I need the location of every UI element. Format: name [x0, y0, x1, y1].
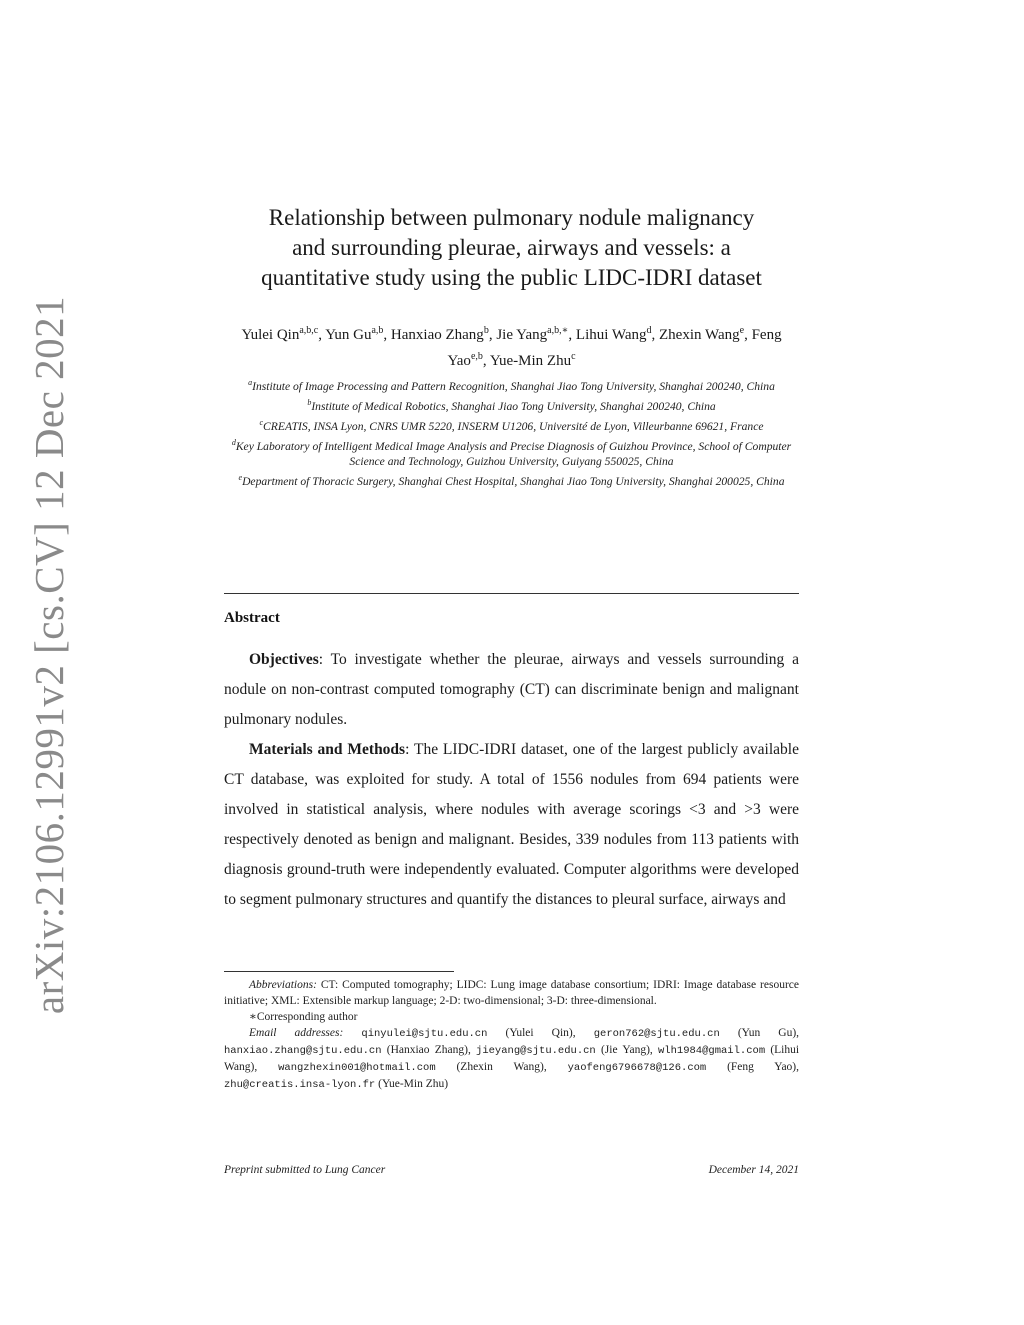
author-name: Yue-Min Zhu [489, 353, 572, 369]
affiliation: $^e$Department of Thoracic Surgery, Shanghai Chest Hospital, Shanghai Jiao Tong University, Shanghai 200025, China [238, 473, 785, 489]
title-line: Relationship between pulmonary nodule malignancy [268, 205, 755, 230]
affiliation: $^d$Key Laboratory of Intelligent Medical Image Analysis and Precise Diagnosis of Guizhou Province, School of Computer Science and Technology, Guizhou University, Guiyang 550025, China [231, 437, 792, 469]
author-name: Feng Yao [447, 327, 782, 369]
abstract-top-rule [224, 593, 799, 594]
abbreviations-footnote: Abbreviations: CT: Computed tomography; LIDC: Lung image database consortium; IDRI: Image database resource initiative; XML: Extensible markup language; 2-D: two-dimensional; 3-D: three-dimensional. [224, 979, 799, 1007]
email-link[interactable]: wangzhexin001@hotmail.com [278, 1062, 436, 1074]
author-name: Yun Gu [325, 327, 372, 343]
author-name: Zhexin Wang [659, 327, 740, 343]
footnotes [224, 977, 799, 1093]
author-affil-mark: a,b,c [299, 325, 319, 336]
author-affil-mark: b [483, 325, 489, 336]
author-list: Yulei Qin$^{a,b,c}$, Yun Gu$^{a,b}$, Hanxiao Zhang$^b$, Jie Yang$^{a,b,∗}$, Lihui Wang$^d$, Zhexin Wang$^e$, Feng Yao$^{e,b}$, Yue-Min Zhu$^c$ [241, 325, 782, 369]
author-affil-mark: e [739, 325, 745, 336]
email-link[interactable]: geron762@sjtu.edu.cn [593, 1028, 720, 1040]
paper-title [224, 203, 799, 293]
affiliation: $^b$Institute of Medical Robotics, Shanghai Jiao Tong University, Shanghai 200240, China [307, 397, 716, 413]
author-affil-mark: a,b [371, 325, 384, 336]
methods-label: Materials and Methods [249, 741, 406, 758]
affiliation-list [224, 375, 799, 490]
arxiv-identifier: arXiv:2106.12991v2 [cs.CV] 12 Dec 2021 [26, 295, 72, 1015]
author-affil-mark: c [571, 351, 576, 362]
objectives-label: Objectives [249, 651, 319, 668]
author-affil-mark: d [646, 325, 652, 336]
author-name: Jie Yang [496, 327, 548, 343]
affiliation: $^a$Institute of Image Processing and Pattern Recognition, Shanghai Jiao Tong University, Shanghai 200240, China [248, 378, 775, 393]
title-line: and surrounding pleurae, airways and vessels: a [292, 235, 731, 260]
preprint-note: Preprint submitted to Lung Cancer [224, 1164, 386, 1176]
email-footnote: Email addresses: qinyulei@sjtu.edu.cn (Yulei Qin), geron762@sjtu.edu.cn (Yun Gu), hanxiao.zhang@sjtu.edu.cn (Hanxiao Zhang), jieyang@sjtu.edu.cn (Jie Yang), wlh1984@gmail.com (Lihui Wang), wangzhexin001@hotmail.com (Zhexin Wang), yaofeng6796678@126.com (Feng Yao), zhu@creatis.insa-lyon.fr (Yue-Min Zhu) [224, 1027, 800, 1091]
footer-date: December 14, 2021 [708, 1164, 799, 1176]
author-name: Yulei Qin [241, 327, 300, 343]
abstract-body [224, 645, 799, 915]
author-name: Lihui Wang [575, 327, 647, 343]
abstract-paragraph-methods: Materials and Methods: The LIDC-IDRI dataset, one of the largest publicly available CT database, was exploited for study. A total of 1556 nodules from 694 patients were involved in statistical analysis, where nodules with average scorings <3 and >3 were respectively denoted as benign and malignant. Besides, 339 nodules from 113 patients with diagnosis ground-truth were independently evaluated. Computer algorithms were developed to segment pulmonary structures and quantify the distances to pleural surface, airways and [224, 741, 799, 908]
author-affil-mark: a,b,∗ [547, 325, 569, 336]
email-link[interactable]: hanxiao.zhang@sjtu.edu.cn [224, 1045, 382, 1057]
email-link[interactable]: wlh1984@gmail.com [658, 1045, 766, 1057]
abstract-heading: Abstract [224, 610, 280, 626]
author-name: Hanxiao Zhang [390, 327, 484, 343]
title-line: quantitative study using the public LIDC-IDRI dataset [261, 265, 762, 290]
abstract-paragraph-objectives: Objectives: To investigate whether the pleurae, airways and vessels surrounding a nodule on non-contrast computed tomography (CT) can discriminate benign and malignant pulmonary nodules. [224, 651, 799, 728]
email-link[interactable]: jieyang@sjtu.edu.cn [476, 1045, 596, 1057]
author-affil-mark: e,b [470, 351, 483, 362]
email-link[interactable]: qinyulei@sjtu.edu.cn [361, 1028, 488, 1040]
email-link[interactable]: zhu@creatis.insa-lyon.fr [224, 1079, 376, 1091]
arxiv-side-stamp [14, 295, 84, 1015]
footnote-rule [224, 971, 454, 972]
page-footer [224, 1164, 799, 1176]
email-link[interactable]: yaofeng6796678@126.com [567, 1062, 707, 1074]
affiliation: $^c$CREATIS, INSA Lyon, CNRS UMR 5220, INSERM U1206, Université de Lyon, Villeurbanne 69621, France [259, 417, 764, 433]
corresponding-author-footnote: ∗Corresponding author [249, 1011, 358, 1023]
